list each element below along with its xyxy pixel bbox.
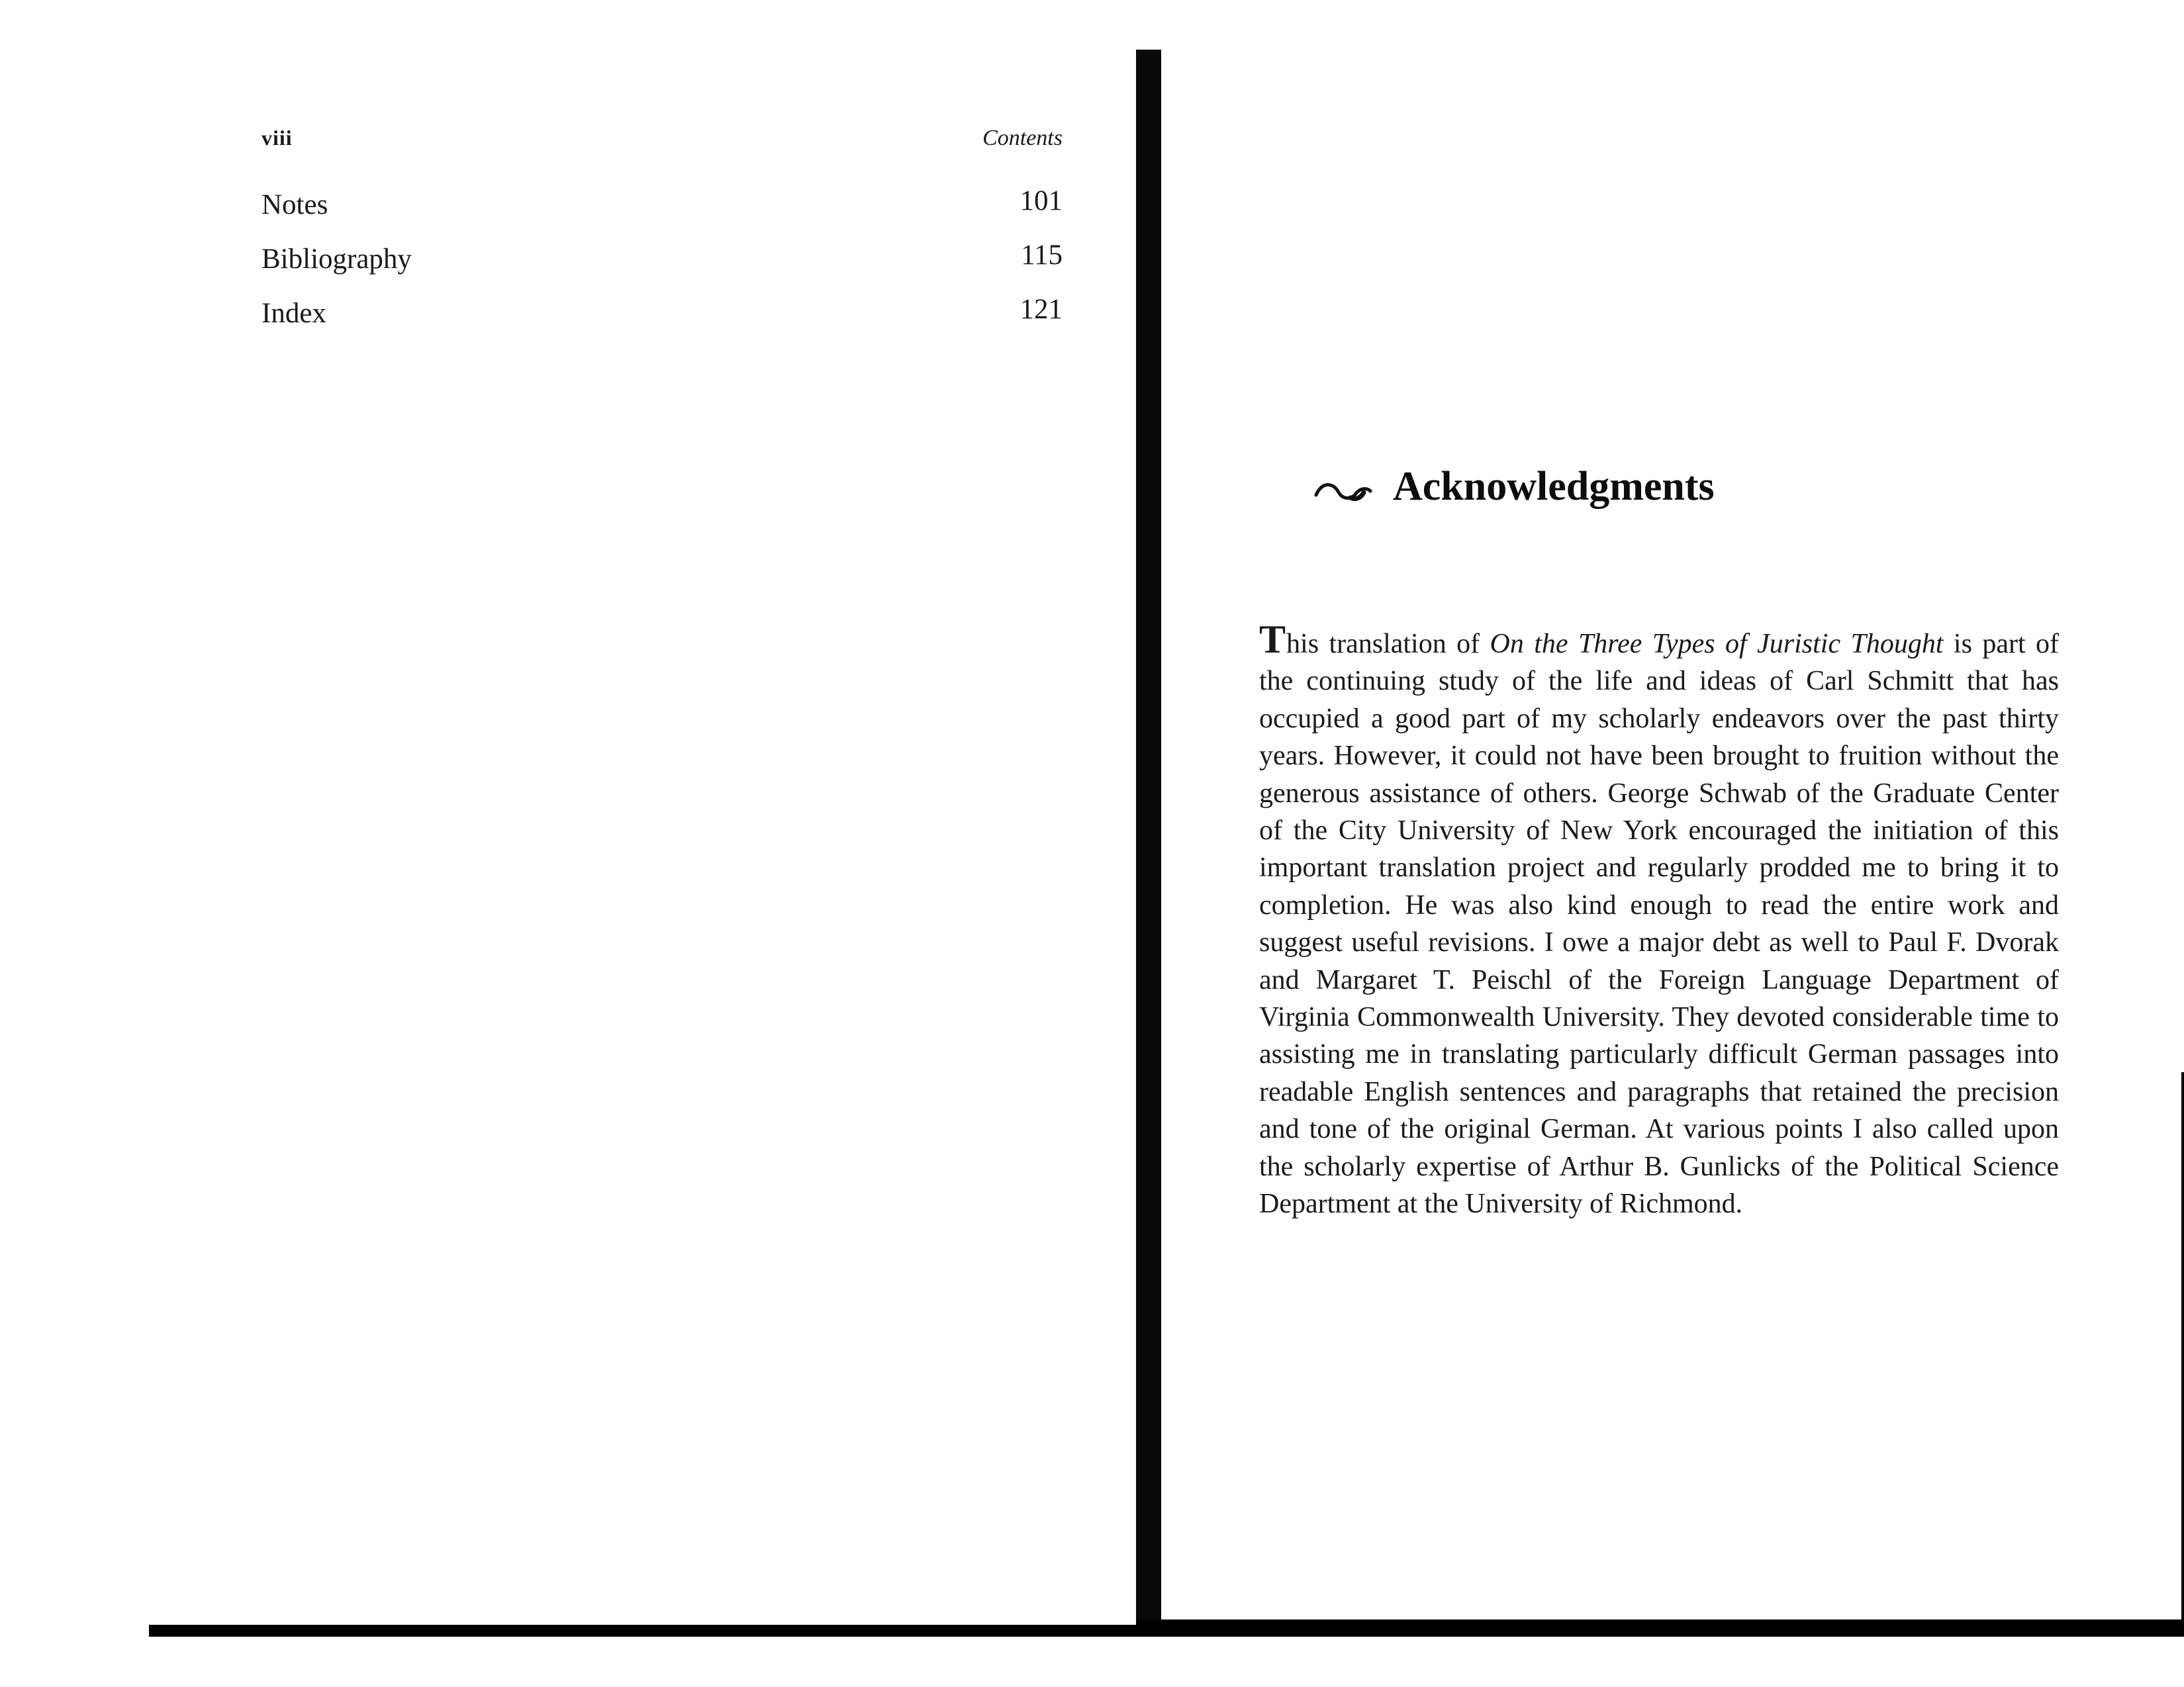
running-head xyxy=(261,126,1063,159)
drop-initial: T xyxy=(1259,617,1287,661)
acknowledgments-body xyxy=(1259,617,2060,1223)
chapter-title: Acknowledgments xyxy=(1393,463,1715,509)
swash-ornament-icon xyxy=(1313,478,1373,504)
body-intro: his translation of xyxy=(1286,629,1490,659)
toc-entry-title: Bibliography xyxy=(261,244,412,275)
toc-entry-page: 115 xyxy=(1021,240,1063,271)
right-scan-bottom-rule xyxy=(1136,1619,2184,1637)
toc-entry-index xyxy=(261,294,1063,351)
toc-entry-title: Notes xyxy=(261,189,328,220)
toc-entry-title: Index xyxy=(261,298,326,329)
toc-entry-bibliography xyxy=(261,240,1063,297)
book-title: On the Three Types of Juristic Thought xyxy=(1490,629,1944,659)
left-scan-edge-rule xyxy=(149,1625,1159,1637)
toc-entry-page: 101 xyxy=(1020,185,1063,216)
toc-entry-notes xyxy=(261,185,1063,243)
right-page xyxy=(1161,0,2184,1687)
page-folio: viii xyxy=(261,126,293,150)
body-paragraph xyxy=(1259,617,2060,1223)
body-rest: is part of the continuing study of the life and ideas of Carl Schmitt that has occupied a good part of my scholarly endeavors over the past thirty years. However, it could not have been brought to fruition without the generous assistance of others. George Schwab of the Graduate Center of the City University of New York encouraged the initiation of this important translation project and regularly prodded me to bring it to completion. He was also kind enough to read the entire work and suggest useful revisions. I owe a major debt as well to Paul F. Dvorak and Margaret T. Peischl of the Foreign Language Department of Virginia Commonwealth University. They devoted considerable time to assisting me in translating particularly difficult German passages into readable English sentences and paragraphs that retained the precision and tone of the original German. At various points I also called upon the scholarly expertise of Arthur B. Gunlicks of the Political Science Department at the University of Richmond. xyxy=(1259,629,2060,1220)
right-scan-edge-rule xyxy=(2181,1072,2184,1635)
running-head-title: Contents xyxy=(982,126,1063,150)
gutter-shadow-bar xyxy=(1136,50,1161,1637)
table-of-contents xyxy=(261,185,1063,351)
toc-entry-page: 121 xyxy=(1020,294,1063,325)
chapter-heading xyxy=(1313,457,1715,516)
